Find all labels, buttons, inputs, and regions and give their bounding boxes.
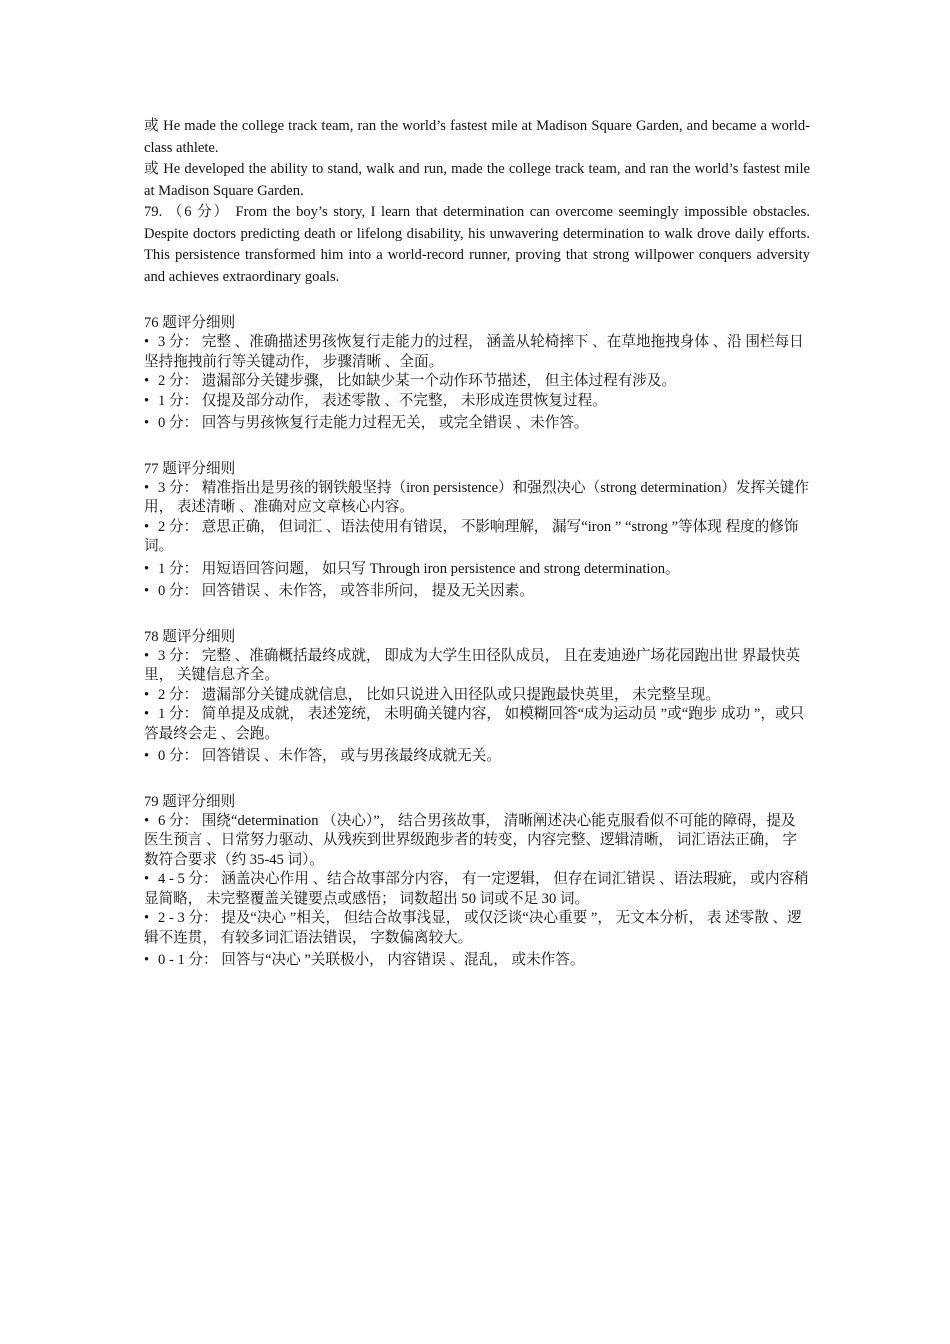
bullet-icon: •	[144, 334, 150, 350]
document-page	[144, 116, 810, 971]
rubric-item: • 2 - 3 分： 提及“决心 ”相关， 但结合故事浅显， 或仅泛谈“决心重要 ”， 无文本分析， 表 述零散 、逻辑不连贯， 有较多词汇语法错误， 字数偏离较大。	[144, 910, 802, 946]
bullet-icon: •	[144, 812, 150, 829]
bullet-icon: •	[144, 871, 150, 887]
answer-78-alternative-2: 或 He developed the ability to stand, walk and run, made the college track team, and ran the world’s fastest mile at Madison Square Garden.	[144, 161, 810, 199]
bullet-icon: •	[144, 583, 150, 599]
rubric-79	[144, 793, 810, 971]
rubric-item: • 4 - 5 分： 涵盖决心作用 、结合故事部分内容， 有一定逻辑， 但存在词汇错误 、语法瑕疵， 或内容稍显简略， 未完整覆盖关键要点或感悟； 词数超出 50 词或不足 30 词。	[144, 871, 809, 907]
rubric-77	[144, 460, 810, 602]
rubric-item: • 3 分： 精准指出是男孩的钢铁般坚持（iron persistence）和强烈决心（strong determination）发挥关键作用， 表述清晰 、准确对应文章核心内容。	[144, 479, 809, 515]
answer-78-alternative-1: 或 He made the college track team, ran the world’s fastest mile at Madison Square Garden, and became a world-class athlete.	[144, 118, 810, 156]
rubric-item: • 1 分： 简单提及成就， 表述笼统， 未明确关键内容， 如模糊回答“成为运动员 ”或“跑步 成功 ”，或只答最终会走 、会跑。	[144, 706, 805, 742]
answer-section	[144, 116, 810, 288]
rubric-title: 78 题评分细则	[144, 628, 236, 645]
rubric-item: • 0 - 1 分： 回答与“决心 ”关联极小， 内容错误 、混乱， 或未作答。	[144, 951, 810, 971]
bullet-icon: •	[144, 910, 150, 926]
rubric-item: • 2 分： 意思正确， 但词汇 、语法使用有错误， 不影响理解， 漏写“iron ” “strong ”等体现 程度的修饰词。	[144, 518, 799, 554]
bullet-icon: •	[144, 479, 150, 496]
rubric-76	[144, 314, 810, 434]
rubric-item: • 2 分： 遗漏部分关键成就信息， 比如只说进入田径队或只提跑最快英里， 未完整呈现。	[144, 686, 810, 706]
rubric-item: • 3 分： 完整 、准确概括最终成就， 即成为大学生田径队成员， 且在麦迪逊广场花园跑出世 界最快英里， 关键信息齐全。	[144, 647, 801, 683]
bullet-icon: •	[144, 518, 150, 535]
rubric-item: • 0 分： 回答与男孩恢复行走能力过程无关， 或完全错误 、未作答。	[144, 414, 810, 434]
bullet-icon: •	[144, 686, 150, 703]
rubric-item: • 1 分： 用短语回答问题， 如只写 Through iron persistence and strong determination。	[144, 560, 810, 580]
bullet-icon: •	[144, 373, 150, 389]
rubric-title: 79 题评分细则	[144, 793, 236, 810]
answer-79: 79. （6 分） From the boy’s story, I learn that determination can overcome seemingly impossible obstacles. Despite doctors predicting death or lifelong disability, his unwavering determination to walk drove daily efforts. This persistence transformed him into a world-record runner, proving that strong willpower conquers adversity and achieves extraordinary goals.	[144, 204, 810, 285]
rubric-item: • 2 分： 遗漏部分关键步骤， 比如缺少某一个动作环节描述， 但主体过程有涉及。	[144, 372, 810, 392]
bullet-icon: •	[144, 415, 150, 431]
rubric-title: 76 题评分细则	[144, 315, 236, 331]
bullet-icon: •	[144, 392, 150, 409]
rubric-78	[144, 628, 810, 767]
bullet-icon: •	[144, 952, 150, 968]
bullet-icon: •	[144, 560, 150, 577]
rubric-item: • 6 分： 围绕“determination （决心）”， 结合男孩故事， 清晰阐述决心能克服看似不可能的障碍，提及医生预言 、日常努力驱动、从残疾到世界级跑步者的转变，内容完整、逻辑清晰， 词汇语法正确， 字数符合要求（约 35-45 词）。	[144, 812, 798, 868]
rubric-item: • 1 分： 仅提及部分动作， 表述零散 、不完整， 未形成连贯恢复过程。	[144, 392, 810, 412]
bullet-icon: •	[144, 748, 150, 764]
bullet-icon: •	[144, 647, 150, 664]
rubric-item: • 0 分： 回答错误 、未作答， 或答非所问， 提及无关因素。	[144, 582, 810, 602]
rubric-title: 77 题评分细则	[144, 460, 236, 477]
bullet-icon: •	[144, 706, 150, 722]
rubric-item: • 3 分： 完整 、准确描述男孩恢复行走能力的过程， 涵盖从轮椅摔下 、在草地拖拽身体 、沿 围栏每日坚持拖拽前行等关键动作， 步骤清晰 、全面。	[144, 334, 804, 370]
rubric-item: • 0 分： 回答错误 、未作答， 或与男孩最终成就无关。	[144, 747, 810, 767]
